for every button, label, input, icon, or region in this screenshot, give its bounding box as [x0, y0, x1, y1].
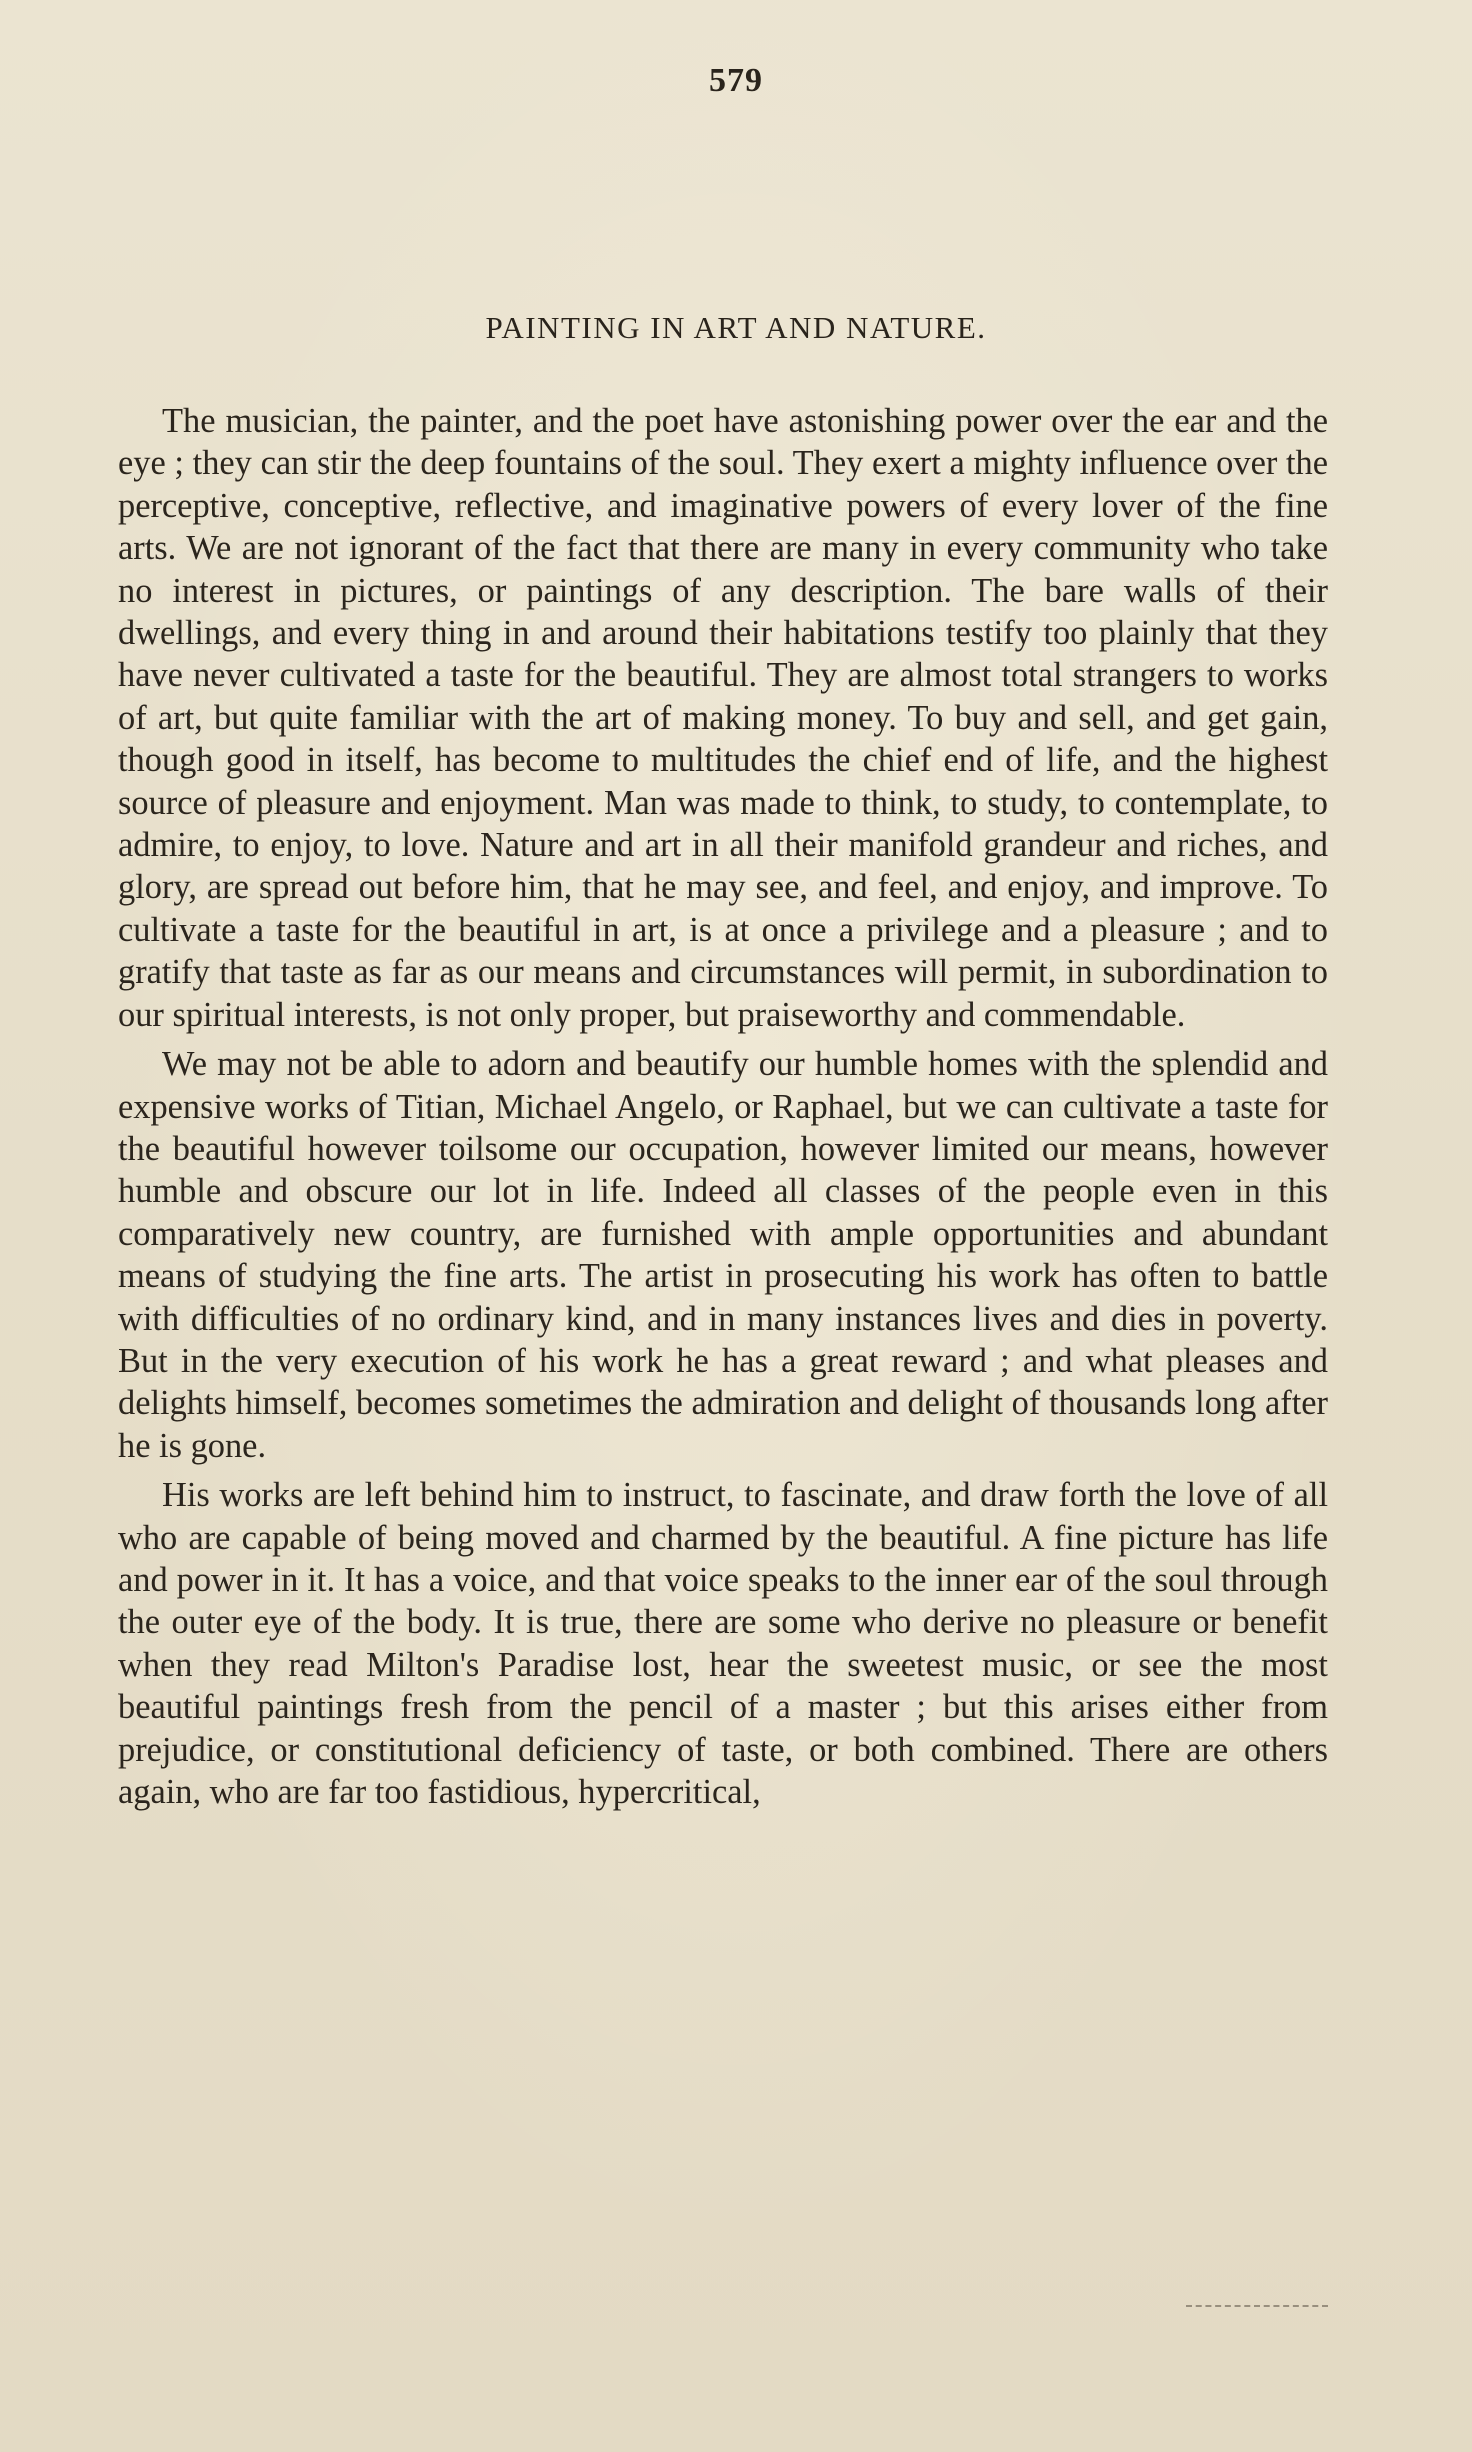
paragraph-3: His works are left behind him to instruct, to fascinate, and draw forth the love of all who are capable of being moved and charmed by the beautiful. A fine picture has life and power in it. It has a voice, and that voice speaks to the inner ear of the soul through the outer eye of the body. It is true, there are some who derive no pleasure or benefit when they read Milton's Paradise lost, hear the sweetest music, or see the most beautiful paintings fresh from the pencil of a master ; but this arises either from prejudice, or constitutional deficiency of taste, or both combined. There are others again, who are far too fastidious, hypercritical, [118, 1476, 1328, 1811]
article-body [118, 400, 1328, 1820]
article-title: PAINTING IN ART AND NATURE. [485, 310, 987, 345]
footer-rule [1186, 2305, 1328, 2307]
page-number: 579 [709, 62, 763, 99]
paragraph-1: The musician, the painter, and the poet have astonishing power over the ear and the eye ; they can stir the deep fountains of the soul. They exert a mighty influence over the perceptive, conceptive, reflective, and imaginative powers of every lover of the fine arts. We are not ignorant of the fact that there are many in every community who take no interest in pictures, or paintings of any description. The bare walls of their dwellings, and every thing in and around their habitations testify too plainly that they have never cultivated a taste for the beautiful. They are almost total strangers to works of art, but quite familiar with the art of making money. To buy and sell, and get gain, though good in itself, has become to multitudes the chief end of life, and the highest source of pleasure and enjoyment. Man was made to think, to study, to contemplate, to admire, to enjoy, to love. Nature and art in all their manifold grandeur and riches, and glory, are spread out before him, that he may see, and feel, and enjoy, and improve. To cultivate a taste for the beautiful in art, is at once a privilege and a pleasure ; and to gratify that taste as far as our means and circumstances will permit, in subordination to our spiritual interests, is not only proper, but praiseworthy and commendable. [118, 402, 1328, 1034]
paragraph-2: We may not be able to adorn and beautify our humble homes with the splendid and expensive works of Titian, Michael Angelo, or Raphael, but we can cultivate a taste for the beautiful however toilsome our occupation, however limited our means, however humble and obscure our lot in life. Indeed all classes of the people even in this comparatively new country, are furnished with ample opportunities and abundant means of studying the fine arts. The artist in prosecuting his work has often to battle with difficulties of no ordinary kind, and in many instances lives and dies in poverty. But in the very execution of his work he has a great reward ; and what pleases and delights himself, becomes sometimes the admiration and delight of thousands long after he is gone. [118, 1045, 1328, 1465]
